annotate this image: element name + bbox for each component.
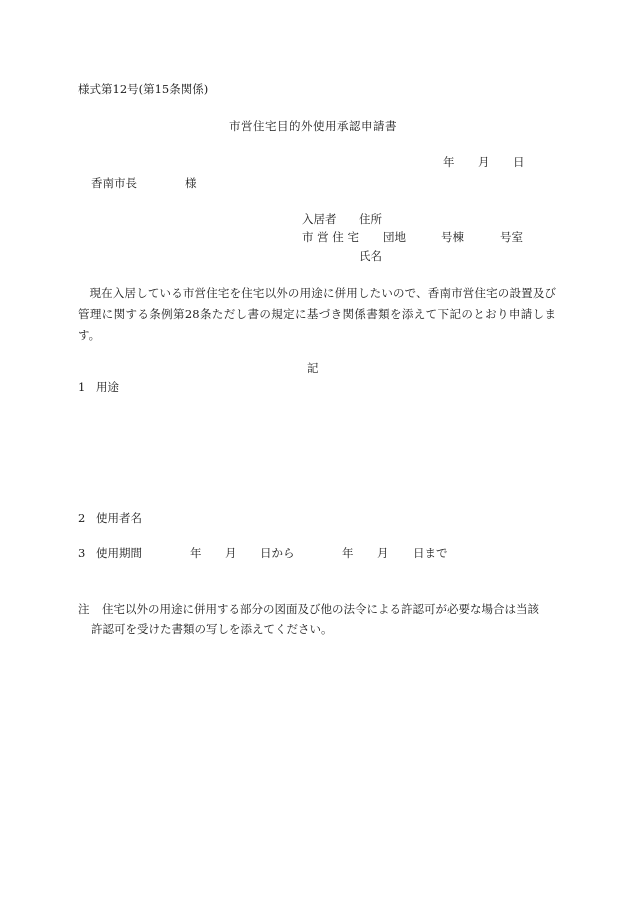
addressee-name: 香南市長 xyxy=(91,176,137,190)
note-line-1: 住宅以外の用途に併用する部分の図面及び他の法令による許認可が必要な場合は当該 xyxy=(102,602,539,616)
date-year: 年 xyxy=(443,155,455,169)
item-label: 使用期間 xyxy=(96,546,142,560)
period-to-day: 日まで xyxy=(413,546,448,560)
application-statement: 現在入居している市営住宅を住宅以外の用途に併用したいので、香南市営住宅の設置及び管理に関する条例第28条ただし書の規定に基づき関係書類を添えて下記のとおり申請します。 xyxy=(78,286,556,342)
item-label: 用途 xyxy=(96,380,119,394)
period-to-month: 月 xyxy=(377,546,389,560)
item-number: 3 xyxy=(78,546,86,560)
period-from-day: 日から xyxy=(260,546,295,560)
applicant-label: 入居者 xyxy=(302,212,337,226)
complex-label: 団地 xyxy=(383,230,406,244)
building-label: 号棟 xyxy=(441,230,464,244)
period-from-month: 月 xyxy=(225,546,237,560)
period-from-year: 年 xyxy=(190,546,202,560)
item-number: 1 xyxy=(78,380,86,394)
item-number: 2 xyxy=(78,511,86,525)
date-day: 日 xyxy=(513,155,525,169)
housing-label: 市 営 住 宅 xyxy=(302,230,359,244)
note-mark: 注 xyxy=(78,602,90,616)
ki-heading: 記 xyxy=(307,361,319,375)
form-title: 市営住宅目的外使用承認申請書 xyxy=(229,119,397,133)
address-label: 住所 xyxy=(359,212,382,226)
name-label: 氏名 xyxy=(359,249,382,263)
item-label: 使用者名 xyxy=(96,511,142,525)
period-to-year: 年 xyxy=(342,546,354,560)
addressee-honorific: 様 xyxy=(185,176,197,190)
form-number: 様式第12号(第15条関係) xyxy=(78,82,209,96)
date-month: 月 xyxy=(478,155,490,169)
room-label: 号室 xyxy=(500,230,523,244)
note-line-2: 許認可を受けた書類の写しを添えてください。 xyxy=(91,622,333,636)
